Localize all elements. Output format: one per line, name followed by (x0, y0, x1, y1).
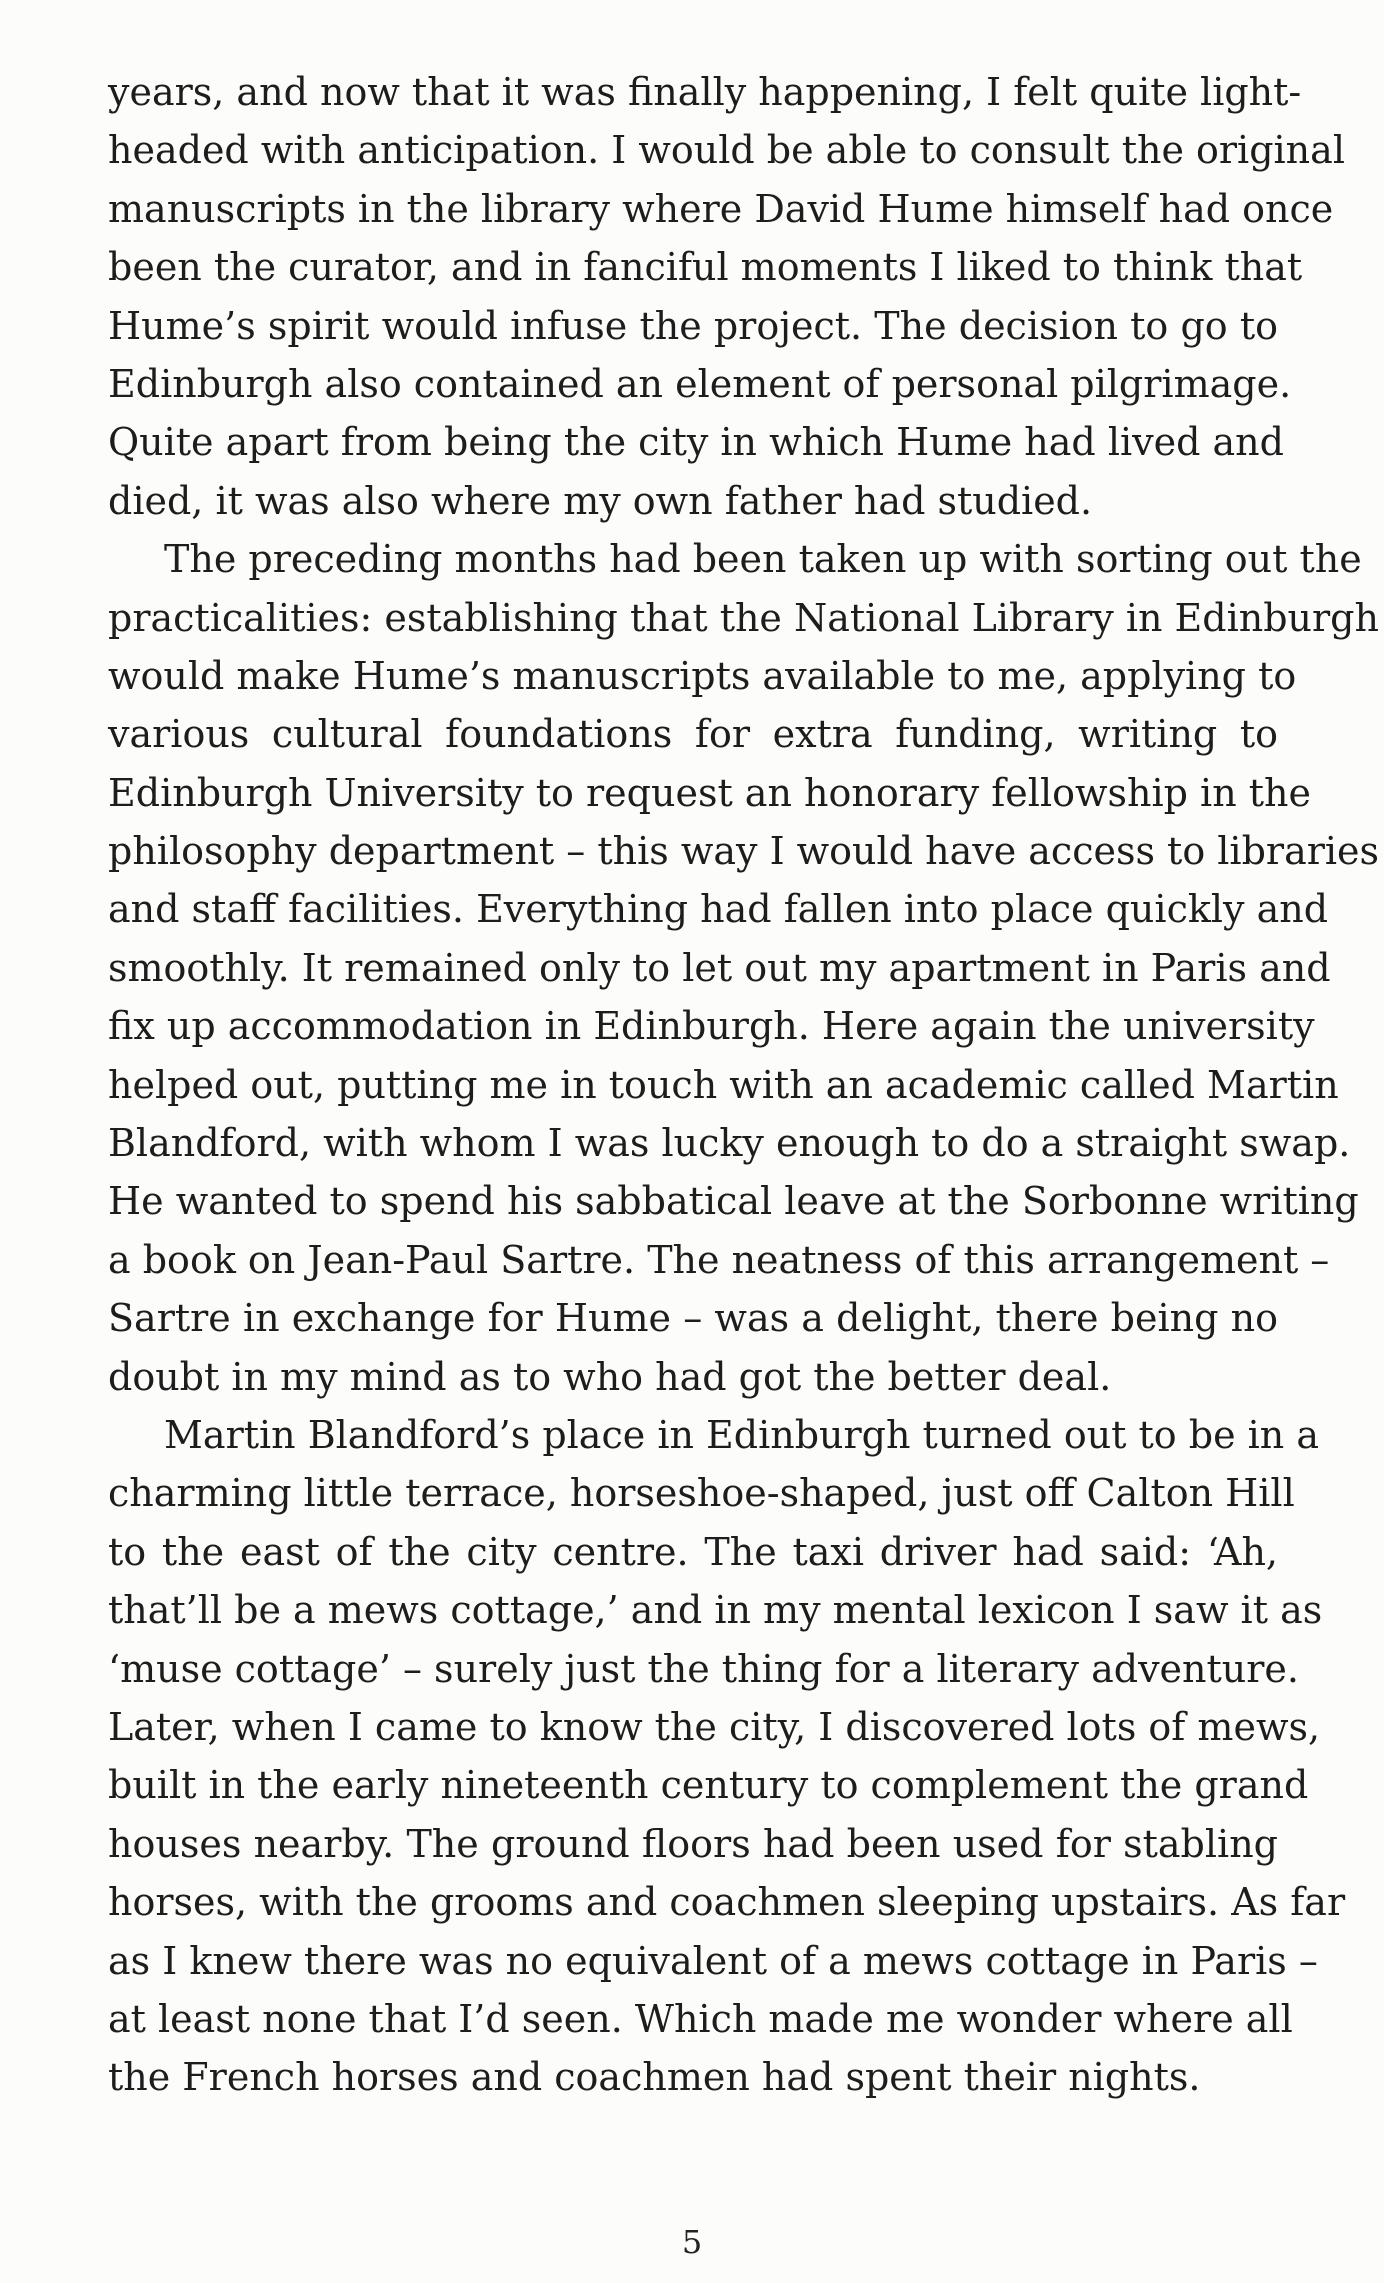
text-line: to the east of the city centre. The taxi driver had said: ‘Ah, (108, 1529, 1278, 1574)
text-line: would make Hume’s manuscripts available to me, applying to (108, 653, 1297, 698)
text-line: ‘muse cottage’ – surely just the thing for a literary adventure. (108, 1646, 1299, 1691)
text-line: built in the early nineteenth century to complement the grand (108, 1763, 1309, 1808)
text-line: Quite apart from being the city in which Hume had lived and (108, 420, 1284, 465)
text-line: charming little terrace, horseshoe-shaped, just off Calton Hill (108, 1471, 1295, 1516)
text-line: been the curator, and in fanciful moments I liked to think that (108, 245, 1303, 290)
text-line: at least none that I’d seen. Which made me wonder where all (108, 1996, 1293, 2041)
text-line: Edinburgh University to request an honorary fellowship in the (108, 770, 1311, 815)
text-line: died, it was also where my own father had studied. (108, 478, 1093, 523)
text-line: The preceding months had been taken up with sorting out the (164, 537, 1362, 582)
text-line: manuscripts in the library where David Hume himself had once (108, 186, 1334, 231)
text-line: that’ll be a mews cottage,’ and in my mental lexicon I saw it as (108, 1588, 1323, 1633)
text-line: a book on Jean-Paul Sartre. The neatness of this arrangement – (108, 1237, 1330, 1282)
text-line: helped out, putting me in touch with an academic called Martin (108, 1062, 1339, 1107)
text-line: fix up accommodation in Edinburgh. Here again the university (108, 1004, 1315, 1049)
text-line: and staff facilities. Everything had fallen into place quickly and (108, 887, 1329, 932)
text-line: as I knew there was no equivalent of a mews cottage in Paris – (108, 1938, 1318, 1983)
text-line: Martin Blandford’s place in Edinburgh turned out to be in a (164, 1412, 1320, 1457)
text-line: smoothly. It remained only to let out my apartment in Paris and (108, 945, 1331, 990)
text-line: Sartre in exchange for Hume – was a delight, there being no (108, 1296, 1278, 1341)
text-line: Blandford, with whom I was lucky enough to do a straight swap. (108, 1121, 1351, 1166)
text-line: various cultural foundations for extra funding, writing to (108, 712, 1278, 757)
text-line: Later, when I came to know the city, I discovered lots of mews, (108, 1704, 1321, 1749)
text-line: practicalities: establishing that the National Library in Edinburgh (108, 595, 1379, 640)
text-line: years, and now that it was finally happening, I felt quite light- (108, 70, 1302, 114)
text-line: philosophy department – this way I would have access to libraries (108, 829, 1380, 874)
text-line: houses nearby. The ground floors had been used for stabling (108, 1821, 1278, 1866)
page-number: 5 (681, 2223, 703, 2261)
text-line: horses, with the grooms and coachmen sleeping upstairs. As far (108, 1880, 1346, 1925)
text-line: He wanted to spend his sabbatical leave at the Sorbonne writing (108, 1179, 1359, 1224)
text-line: headed with anticipation. I would be able to consult the original (108, 128, 1345, 173)
text-line: Edinburgh also contained an element of personal pilgrimage. (108, 361, 1292, 406)
text-line: doubt in my mind as to who had got the better deal. (108, 1354, 1112, 1399)
body-text (108, 63, 1380, 2107)
text-line: the French horses and coachmen had spent their nights. (108, 2055, 1201, 2100)
text-line: Hume’s spirit would infuse the project. The decision to go to (108, 303, 1278, 348)
